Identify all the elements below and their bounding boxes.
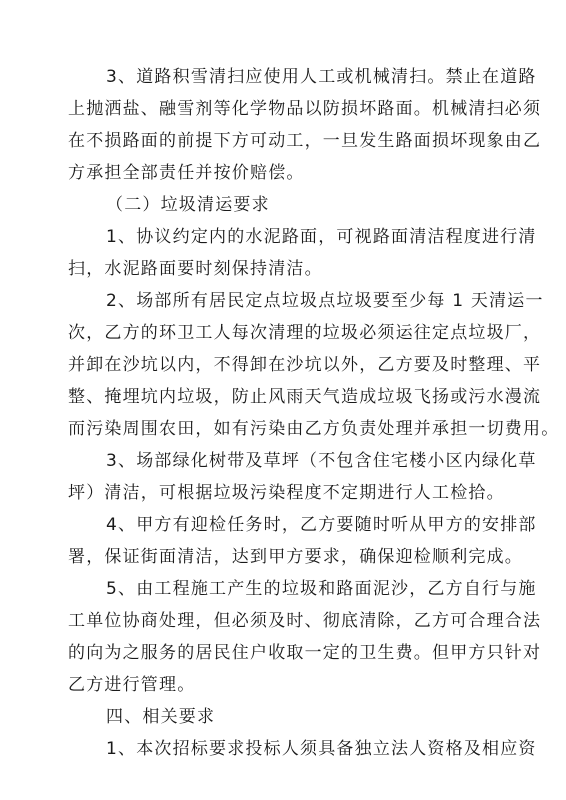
paragraph-line: 而污染周围农田，如有污染由乙方负责处理并承担一切费用。: [68, 419, 560, 439]
paragraph-line: 的向为之服务的居民住户收取一定的卫生费。但甲方只针对: [68, 643, 542, 663]
paragraph-line: 次，乙方的环卫工人每次清理的垃圾必须运往定点垃圾厂，: [68, 323, 542, 343]
paragraph-line: 乙方进行管理。: [68, 675, 196, 695]
paragraph-line: 1、本次招标要求投标人须具备独立法人资格及相应资: [106, 739, 537, 759]
paragraph-line: 坪）清洁，可根据垃圾污染程度不定期进行人工检拾。: [68, 483, 505, 503]
paragraph-line: 4、甲方有迎检任务时，乙方要随时听从甲方的安排部: [106, 515, 537, 535]
paragraph-line: 方承担全部责任并按价赔偿。: [68, 163, 305, 183]
paragraph-line: 整、掩埋坑内垃圾，防止风雨天气造成垃圾飞扬或污水漫流: [68, 387, 542, 407]
section-heading: 四、相关要求: [106, 707, 216, 727]
paragraph-line: 1、协议约定内的水泥路面，可视路面清洁程度进行清: [106, 227, 537, 247]
paragraph-line: 在不损路面的前提下方可动工，一旦发生路面损坏现象由乙: [68, 131, 542, 151]
paragraph-line: 扫，水泥路面要时刻保持清洁。: [68, 259, 323, 279]
section-heading: （二）垃圾清运要求: [106, 195, 270, 215]
paragraph-line: 工单位协商处理，但必须及时、彻底清除，乙方可合理合法: [68, 611, 542, 631]
paragraph-line: 5、由工程施工产生的垃圾和路面泥沙，乙方自行与施: [106, 579, 537, 599]
paragraph-line: 3、场部绿化树带及草坪（不包含住宅楼小区内绿化草: [106, 451, 537, 471]
paragraph-line: 并卸在沙坑以内，不得卸在沙坑以外，乙方要及时整理、平: [68, 355, 542, 375]
paragraph-line: 上抛洒盐、融雪剂等化学物品以防损坏路面。机械清扫必须: [68, 99, 542, 119]
paragraph-line: 3、道路积雪清扫应使用人工或机械清扫。禁止在道路: [106, 67, 537, 87]
paragraph-line: 2、场部所有居民定点垃圾点垃圾要至少每 1 天清运一: [106, 291, 544, 311]
paragraph-line: 署，保证街面清洁，达到甲方要求，确保迎检顺利完成。: [68, 547, 523, 567]
